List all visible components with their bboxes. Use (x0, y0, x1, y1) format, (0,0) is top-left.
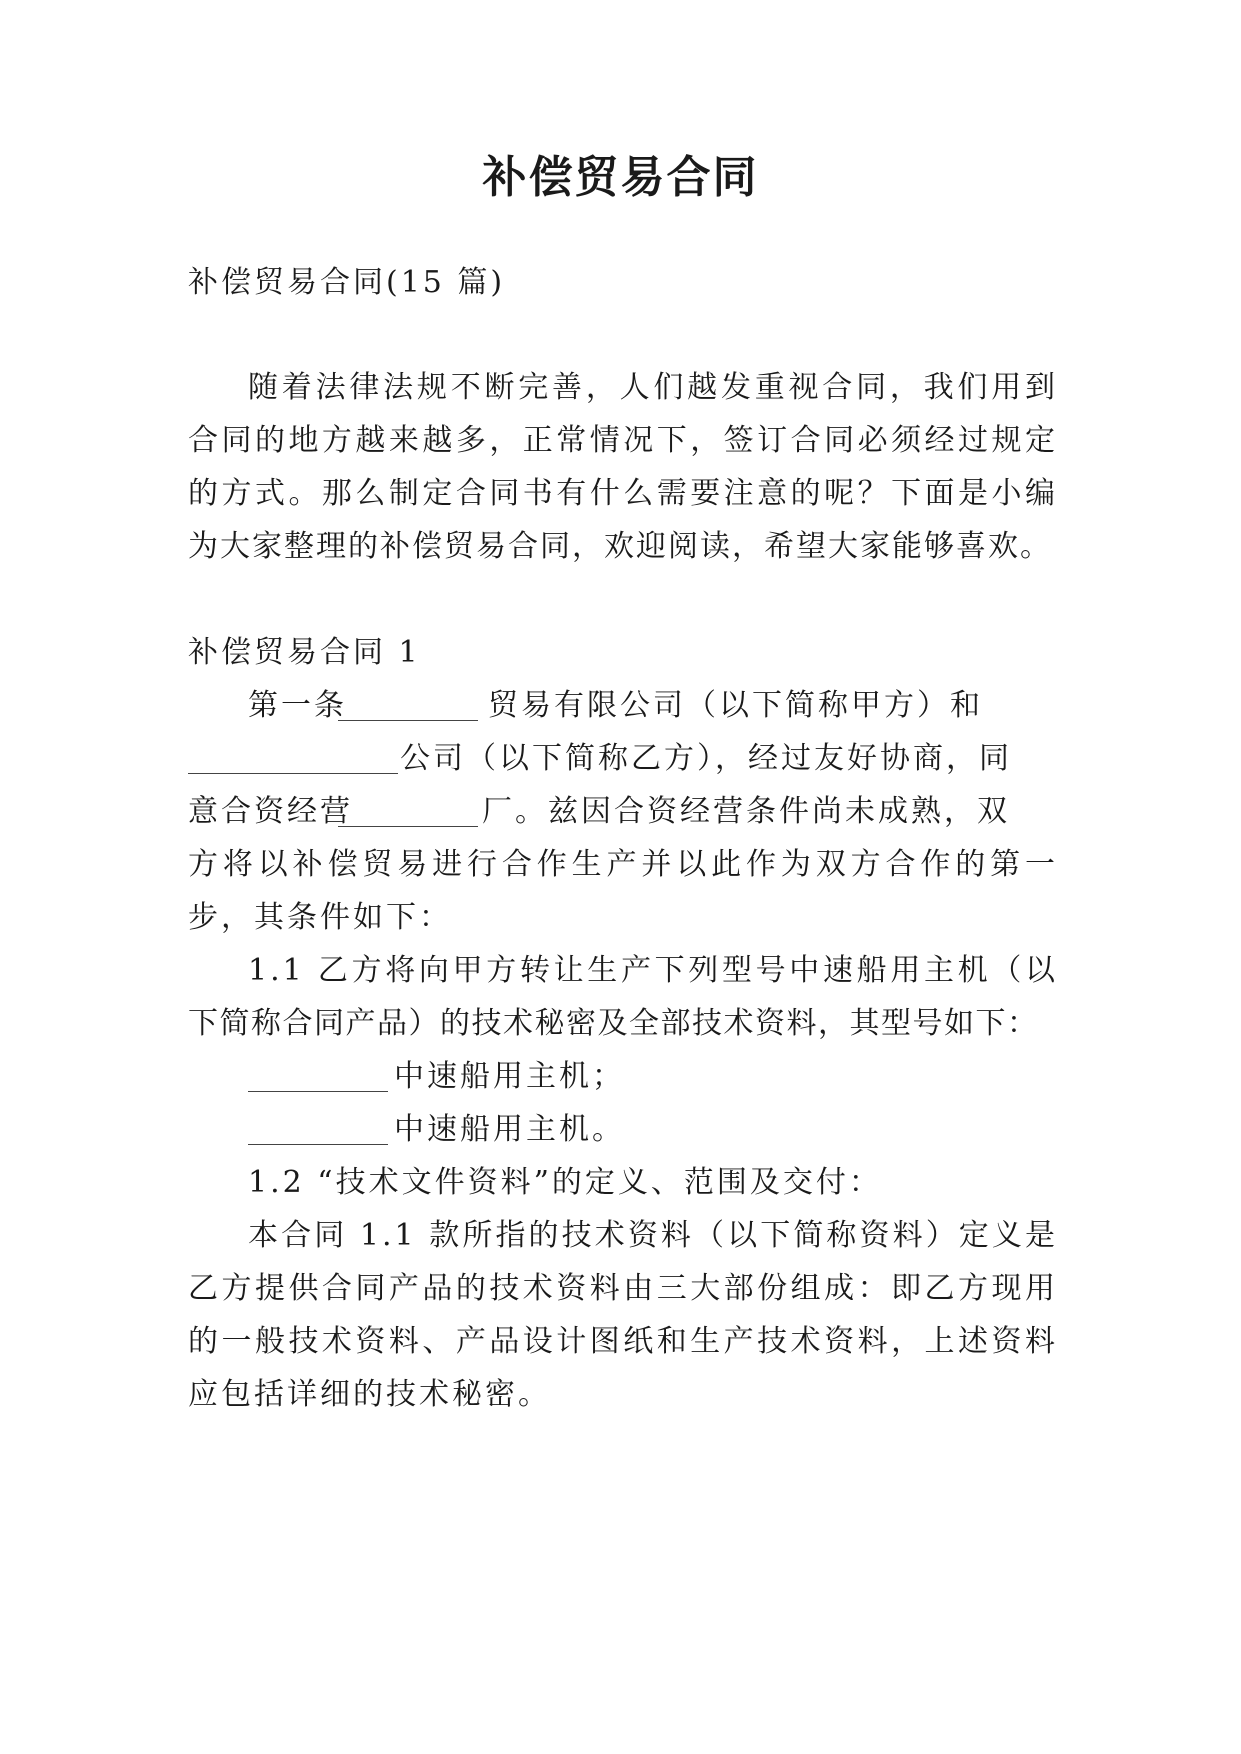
article1-line-5: 步，其条件如下： (188, 900, 452, 935)
clause-1-2-line-2: 乙方提供合同产品的技术资料由三大部份组成：即乙方现用 (188, 1271, 1058, 1306)
article1-l1-suffix: 贸易有限公司（以下简称甲方）和 (488, 688, 983, 723)
document-subtitle: 补偿贸易合同(15 篇) (188, 265, 506, 300)
intro-line-2: 合同的地方越来越多，正常情况下，签订合同必须经过规定 (188, 423, 1058, 458)
intro-line-4: 为大家整理的补偿贸易合同，欢迎阅读，希望大家能够喜欢。 (188, 529, 1052, 564)
page-title: 补偿贸易合同 (482, 152, 759, 203)
section-heading: 补偿贸易合同 1 (188, 635, 421, 670)
intro-line-1: 随着法律法规不断完善，人们越发重视合同，我们用到 (248, 370, 1058, 405)
blank-field (248, 1116, 388, 1145)
article1-line-4: 方将以补偿贸易进行合作生产并以此作为双方合作的第一 (188, 847, 1058, 882)
article1-l3-prefix: 意合资经营 (188, 794, 353, 829)
clause-1-2-line-3: 的一般技术资料、产品设计图纸和生产技术资料，上述资料 (188, 1324, 1058, 1359)
blank-field (338, 798, 478, 827)
article1-l3-suffix: 厂。兹因合资经营条件尚未成熟，双 (482, 794, 1010, 829)
blank-field (338, 692, 478, 721)
clause-1-2-line-4: 应包括详细的技术秘密。 (188, 1377, 551, 1412)
clause-1-1-line-2: 下简称合同产品）的技术秘密及全部技术资料，其型号如下： (188, 1006, 1039, 1041)
clause-1-1-item-2-text: 中速船用主机。 (394, 1112, 625, 1147)
article1-prefix: 第一条 (248, 688, 347, 723)
clause-1-2-line-1: 本合同 1.1 款所指的技术资料（以下简称资料）定义是 (248, 1218, 1058, 1253)
intro-line-3: 的方式。那么制定合同书有什么需要注意的呢？下面是小编 (188, 476, 1058, 511)
clause-1-1-line-1: 1.1 乙方将向甲方转让生产下列型号中速船用主机（以 (248, 953, 1058, 988)
clause-1-1-item-1-text: 中速船用主机； (394, 1059, 625, 1094)
article1-l2-suffix: 公司（以下简称乙方），经过友好协商，同 (400, 741, 1012, 776)
blank-field (188, 745, 398, 774)
blank-field (248, 1063, 388, 1092)
clause-1-2-heading: 1.2 “技术文件资料”的定义、范围及交付： (248, 1165, 882, 1200)
